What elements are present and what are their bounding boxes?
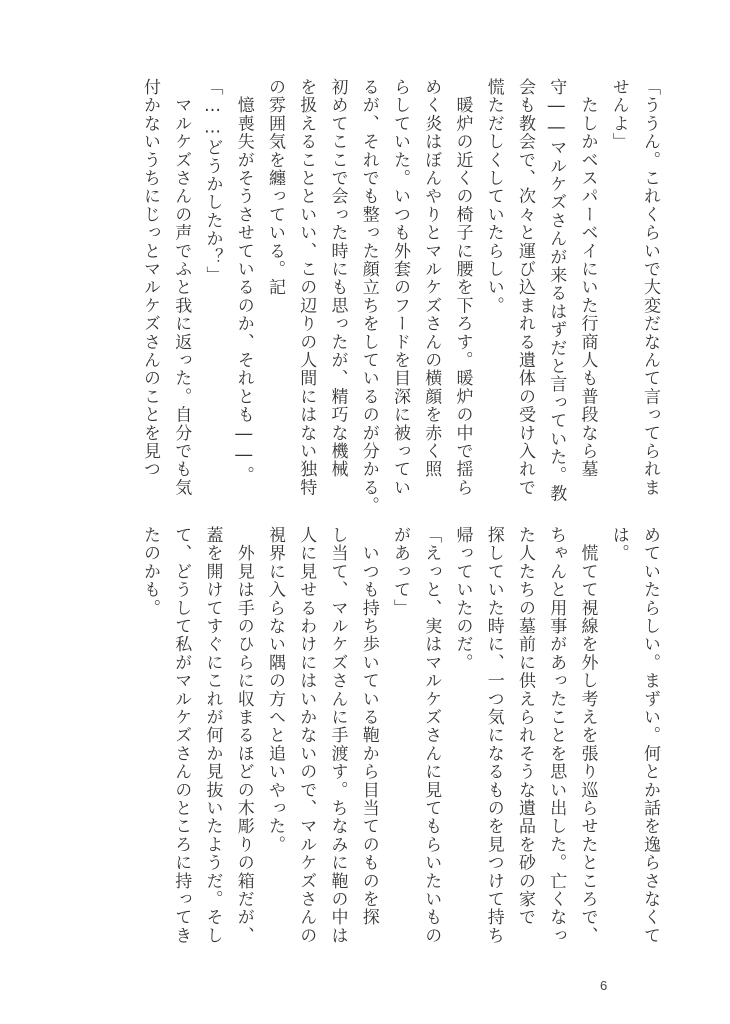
text-column: るが、それでも整った顔立ちをしているのが分かる。 [358, 78, 379, 515]
text-column: があって」 [390, 526, 410, 617]
text-column: めく炎はぼんやりとマルケズさんの横顔を赤く照 [421, 78, 442, 479]
text-column: 慌てて視線を外し考えを張り巡らせたところで、 [577, 526, 598, 945]
text-column: 視界に入らない隅の方へと追いやった。 [265, 526, 285, 854]
text-column: 暖炉の近くの椅子に腰を下ろす。暖炉の中で揺ら [452, 78, 473, 497]
text-column: た人たちの墓前に供えられそうな遺品を砂の家で [515, 526, 535, 927]
text-column: めていたらしい。まずい。何とか話を逸らさなくて [640, 526, 660, 945]
text-column: たのかも。 [140, 526, 160, 617]
text-column: 「……どうかしたか？」 [202, 78, 223, 285]
text-column: 慌ただしくしていたらしい。 [483, 78, 504, 315]
text-column: らしていた。いつも外套のフードを目深に被ってい [390, 78, 410, 497]
text-column: せんよ」 [608, 78, 629, 151]
text-column: 憶喪失がそうさせているのか、それとも――。 [233, 78, 254, 485]
text-column: は。 [608, 526, 629, 563]
text-column: 人に見せるわけにはいかないので、マルケズさんの [296, 526, 317, 945]
text-column: 「ううん。これくらいで大変だなんて言ってられま [640, 78, 660, 497]
text-column: いつも持ち歩いている鞄から目当てのものを探 [358, 526, 379, 927]
text-column: たしかベスパーベイにいた行商人も普段なら墓 [577, 78, 598, 479]
text-column: 探していた時に、一つ気になるものを見つけて持ち [483, 526, 504, 945]
text-column: て、どうして私がマルケズさんのところに持ってき [171, 526, 192, 945]
page-number: 6 [600, 978, 608, 993]
text-column: し当て、マルケズさんに手渡す。ちなみに鞄の中は [327, 526, 348, 945]
text-column: の雰囲気を纏っている。記 [265, 78, 285, 297]
text-column: 外見は手のひらに収まるほどの木彫りの箱だが、 [233, 526, 254, 945]
text-column: 帰っていたのだ。 [452, 526, 473, 672]
text-column: 守――マルケズさんが来るはずだと言っていた。教 [546, 78, 567, 503]
text-column: 「えっと、実はマルケズさんに見てもらいたいもの [421, 526, 442, 945]
text-column: マルケズさんの声でふと我に返った。自分でも気 [171, 78, 192, 497]
text-column: を扱えることといい、この辺りの人間にはない独特 [296, 78, 317, 497]
text-column: 付かないうちにじっとマルケズさんのことを見つ [140, 78, 160, 479]
text-column: 初めてここで会った時にも思ったが、精巧な機械 [327, 78, 348, 479]
text-column: ちゃんと用事があったことを思い出した。亡くなっ [546, 526, 567, 945]
text-column: 蓋を開けてすぐにこれが何か見抜いたようだ。そし [202, 526, 223, 945]
text-column: 会も教会で、次々と運び込まれる遺体の受け入れで [515, 78, 535, 497]
